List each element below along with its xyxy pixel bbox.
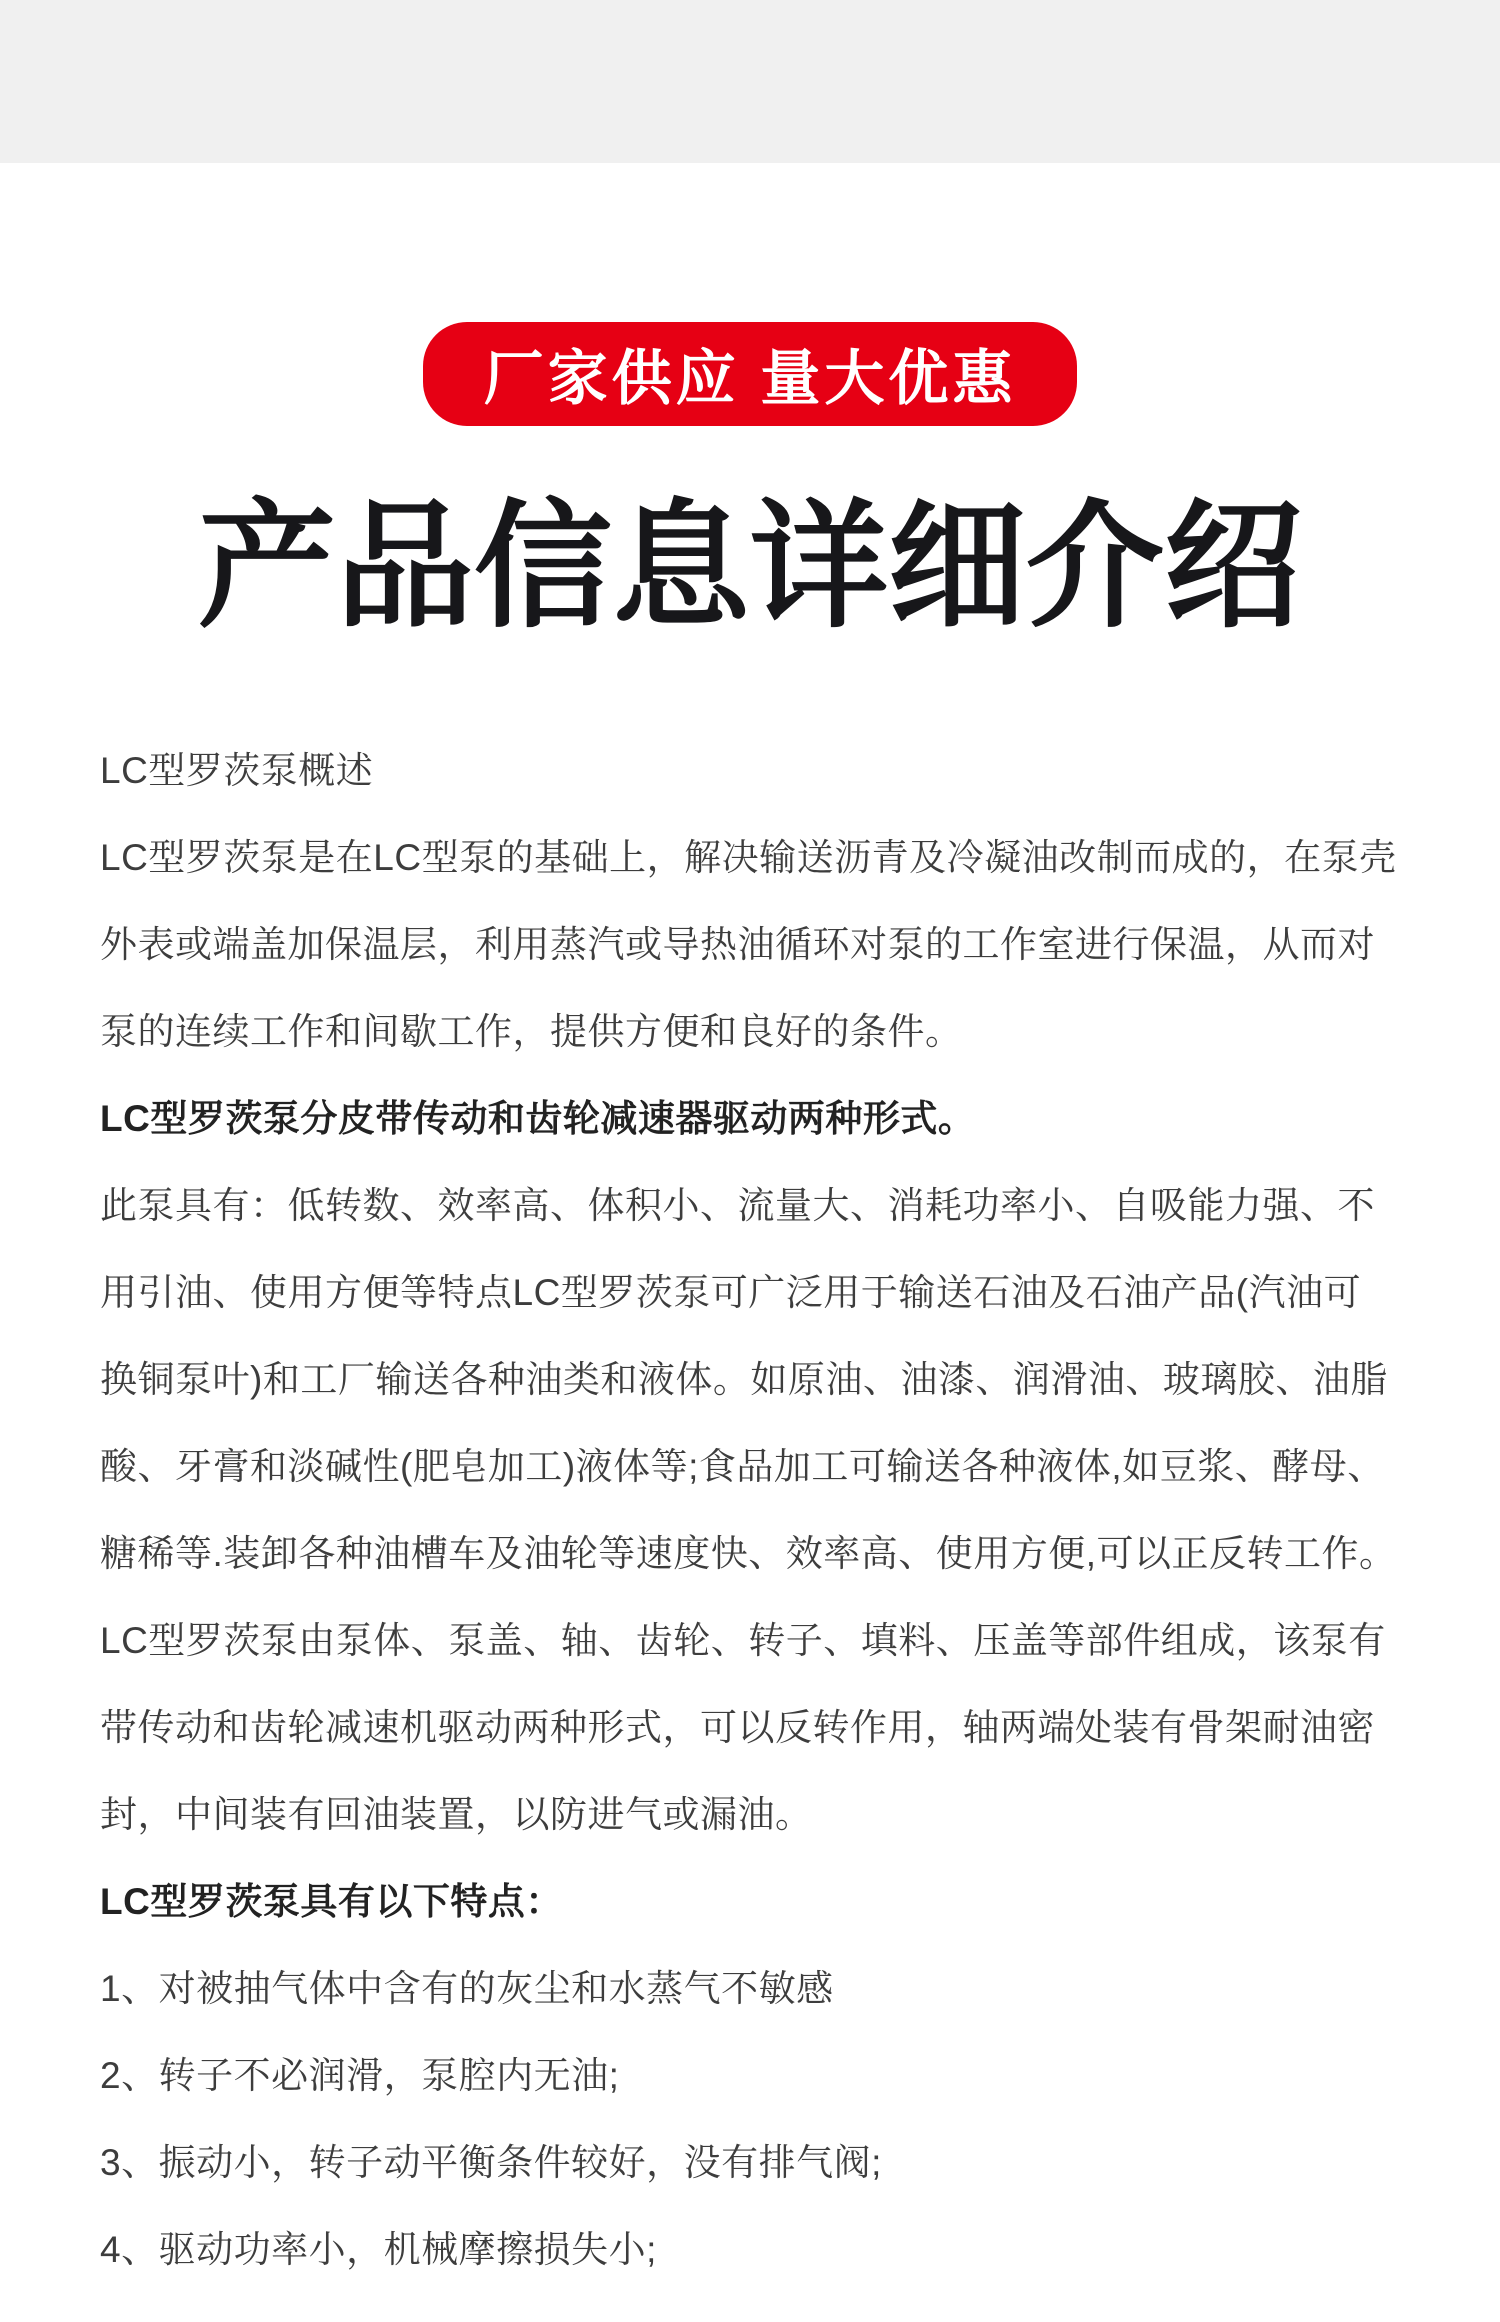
article-text-line: 泵的连续工作和间歇工作，提供方便和良好的条件。: [100, 1011, 963, 1052]
article-text-line: 封，中间装有回油装置，以防进气或漏油。: [100, 1794, 813, 1835]
promo-badge: [423, 322, 1077, 426]
article-text-line: 2、转子不必润滑，泵腔内无油;: [100, 2055, 620, 2096]
article-text-line: LC型罗茨泵是在LC型泵的基础上，解决输送沥青及冷凝油改制而成的，在泵壳: [100, 837, 1397, 878]
top-gray-band: [0, 0, 1500, 163]
page-title: 产品信息详细介绍: [197, 490, 1302, 644]
article-text-line: 带传动和齿轮减速机驱动两种形式，可以反转作用，轴两端处装有骨架耐油密: [100, 1707, 1375, 1748]
article-text-line: 糖稀等.装卸各种油槽车及油轮等速度快、效率高、使用方便,可以正反转工作。: [100, 1533, 1397, 1574]
article-text-line: 外表或端盖加保温层，利用蒸汽或导热油循环对泵的工作室进行保温，从而对: [100, 924, 1375, 965]
article-heading-line: LC型罗茨泵具有以下特点：: [100, 1881, 563, 1922]
article-text-line: LC型罗茨泵概述: [100, 750, 374, 791]
product-description: [100, 727, 1410, 2293]
article-text-line: 换铜泵叶)和工厂输送各种油类和液体。如原油、油漆、润滑油、玻璃胶、油脂: [100, 1359, 1388, 1400]
article-text-line: 4、驱动功率小，机械摩擦损失小;: [100, 2229, 657, 2270]
article-text-line: 1、对被抽气体中含有的灰尘和水蒸气不敏感: [100, 1968, 834, 2009]
article-heading-line: LC型罗茨泵分皮带传动和齿轮减速器驱动两种形式。: [100, 1098, 976, 1139]
article-text-line: 3、振动小，转子动平衡条件较好，没有排气阀;: [100, 2142, 882, 2183]
article-text-line: 此泵具有：低转数、效率高、体积小、流量大、消耗功率小、自吸能力强、不: [100, 1185, 1375, 1226]
article-text-line: 用引油、使用方便等特点LC型罗茨泵可广泛用于输送石油及石油产品(汽油可: [100, 1272, 1362, 1313]
article-text-line: LC型罗茨泵由泵体、泵盖、轴、齿轮、转子、填料、压盖等部件组成，该泵有: [100, 1620, 1386, 1661]
article-text-line: 酸、牙膏和淡碱性(肥皂加工)液体等;食品加工可输送各种液体,如豆浆、酵母、: [100, 1446, 1385, 1487]
promo-badge-label: 厂家供应 量大优惠: [483, 345, 1017, 412]
